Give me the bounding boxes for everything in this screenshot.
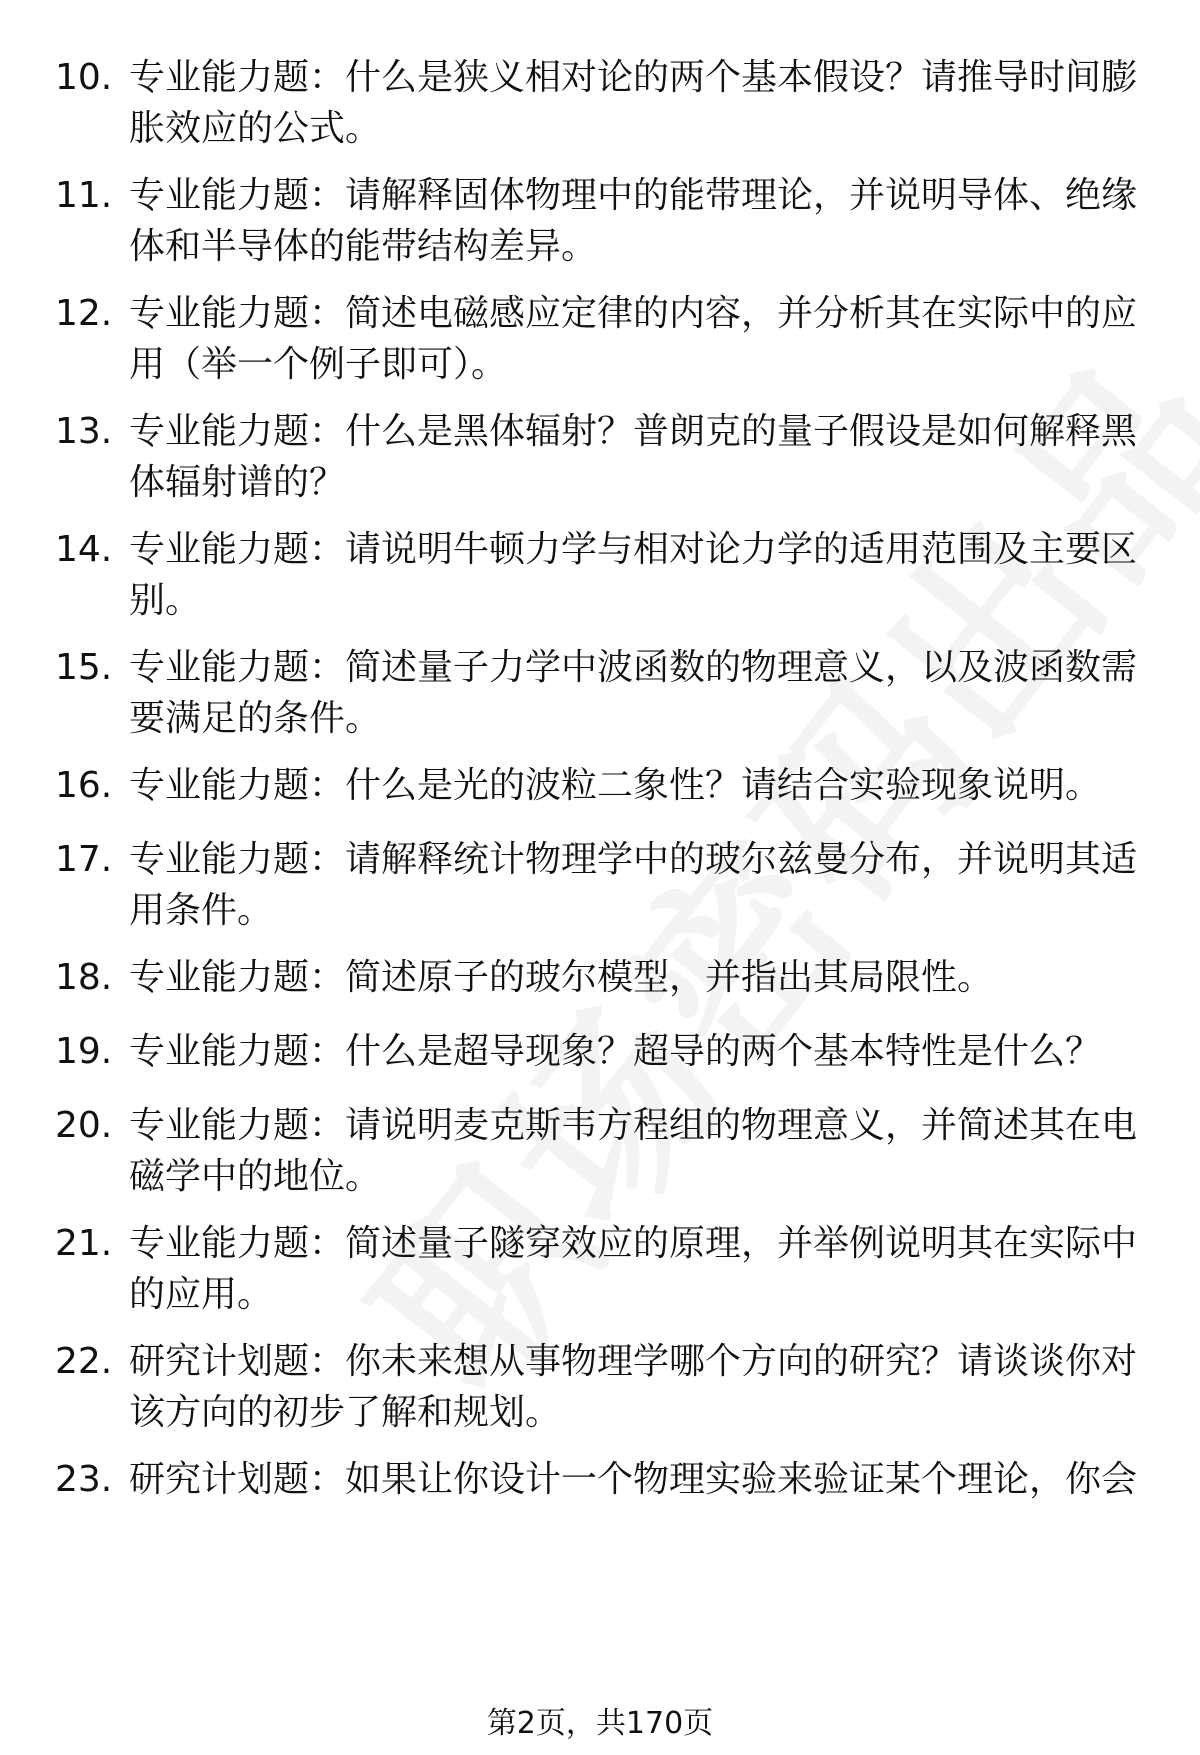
question-number: 17. [55, 839, 113, 880]
question-text: 专业能力题：什么是光的波粒二象性？请结合实验现象说明。 [129, 765, 1102, 806]
question-number: 15. [55, 647, 113, 688]
question-text: 专业能力题：简述原子的玻尔模型，并指出其局限性。 [129, 957, 994, 998]
question-item-23 [55, 1454, 1140, 1505]
question-item-10 [55, 52, 1140, 154]
question-number: 16. [55, 765, 113, 806]
question-text: 专业能力题：简述电磁感应定律的内容，并分析其在实际中的应用（举一个例子即可）。 [129, 293, 1138, 385]
question-item-20 [55, 1100, 1140, 1202]
question-text: 专业能力题：简述量子力学中波函数的物理意义，以及波函数需要满足的条件。 [129, 647, 1138, 739]
question-number: 12. [55, 293, 113, 334]
question-number: 11. [55, 175, 113, 216]
question-number: 13. [55, 411, 113, 452]
question-number: 20. [55, 1105, 113, 1146]
question-text: 专业能力题：简述量子隧穿效应的原理，并举例说明其在实际中的应用。 [129, 1223, 1138, 1315]
question-item-15 [55, 642, 1140, 744]
question-item-22 [55, 1336, 1140, 1438]
question-text: 研究计划题：如果让你设计一个物理实验来验证某个理论，你会 [129, 1459, 1138, 1500]
question-number: 19. [55, 1031, 113, 1072]
question-text: 专业能力题：什么是超导现象？超导的两个基本特性是什么？ [129, 1031, 1102, 1072]
question-item-19 [55, 1026, 1140, 1077]
question-number: 21. [55, 1223, 113, 1264]
question-text: 专业能力题：请解释统计物理学中的玻尔兹曼分布，并说明其适用条件。 [129, 839, 1138, 931]
question-number: 18. [55, 957, 113, 998]
question-item-11 [55, 170, 1140, 272]
question-text: 专业能力题：什么是狭义相对论的两个基本假设？请推导时间膨胀效应的公式。 [129, 57, 1138, 149]
question-number: 23. [55, 1459, 113, 1500]
question-item-21 [55, 1218, 1140, 1320]
question-item-18 [55, 952, 1140, 1003]
question-text: 专业能力题：请解释固体物理中的能带理论，并说明导体、绝缘体和半导体的能带结构差异。 [129, 175, 1138, 267]
question-number: 22. [55, 1341, 113, 1382]
page-footer: 第2页，共170页 [486, 1706, 714, 1741]
question-text: 专业能力题：请说明牛顿力学与相对论力学的适用范围及主要区别。 [129, 529, 1138, 621]
question-item-14 [55, 524, 1140, 626]
question-text: 研究计划题：你未来想从事物理学哪个方向的研究？请谈谈你对该方向的初步了解和规划。 [129, 1341, 1138, 1433]
question-item-12 [55, 288, 1140, 390]
question-item-17 [55, 834, 1140, 936]
question-number: 14. [55, 529, 113, 570]
question-text: 专业能力题：什么是黑体辐射？普朗克的量子假设是如何解释黑体辐射谱的？ [129, 411, 1138, 503]
question-number: 10. [55, 57, 113, 98]
question-item-16 [55, 760, 1140, 811]
question-item-13 [55, 406, 1140, 508]
question-text: 专业能力题：请说明麦克斯韦方程组的物理意义，并简述其在电磁学中的地位。 [129, 1105, 1138, 1197]
